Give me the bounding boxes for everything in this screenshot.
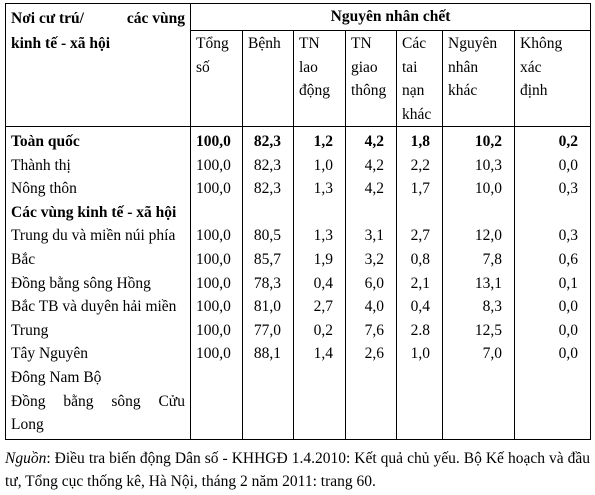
value-cell: 82,3: [253, 156, 281, 174]
value-cell: 0,4: [410, 298, 430, 316]
group-header: Nguyên nhân chết: [191, 4, 591, 31]
column-header-line: TN: [351, 35, 372, 52]
value-cell: 82,3: [253, 180, 281, 198]
column-header-line: khác: [402, 105, 432, 123]
value-cell: 7,8: [482, 250, 502, 268]
value-cell: 1,0: [410, 345, 430, 363]
source-label: Nguồn: [5, 450, 47, 467]
value-cell: 10,0: [474, 180, 502, 198]
row-label: Long: [11, 416, 44, 434]
value-cell: 0,0: [558, 156, 579, 174]
value-cell: 1,7: [410, 180, 430, 198]
column-header-line: Không: [520, 35, 563, 52]
value-cell: [402, 413, 430, 437]
source-text: : Điều tra biến động Dân số - KHHGĐ 1.4.2010: Kết quả chủ yếu. Bộ Kế hoạch và đầu tư, Tổng cục thống kê, Hà Nội, tháng 2 năm 2011: trang 60.: [5, 450, 590, 490]
value-cell: 78,3: [253, 274, 281, 292]
value-cell: 3,1: [364, 227, 384, 245]
row-label: Đồng bằng sông Hồng: [11, 274, 151, 292]
value-cell: 1,2: [313, 133, 333, 150]
value-cell: [299, 201, 333, 225]
row-label: Đồng bằng sông Cửu: [11, 392, 185, 410]
row-label: Thành thị: [11, 156, 71, 174]
value-cell: [351, 366, 384, 390]
value-cell: [196, 201, 230, 225]
value-cell: [299, 413, 333, 437]
value-cell: 13,1: [474, 274, 502, 292]
column-header: [515, 31, 591, 127]
value-cell: 0,2: [558, 133, 579, 150]
value-cell: 10,3: [474, 156, 502, 174]
value-cell: 12,0: [474, 227, 502, 245]
column-header: [443, 31, 515, 127]
column-header: [346, 31, 397, 127]
value-cell: 7,6: [364, 321, 384, 339]
col-tn-giao-thong: [346, 127, 397, 440]
value-cell: 100,0: [196, 156, 231, 174]
row-label: Đông Nam Bộ: [11, 368, 102, 386]
row-labels-cell: [6, 127, 191, 440]
column-header-line: khác: [448, 82, 478, 99]
value-cell: 0,6: [558, 250, 579, 268]
value-cell: [196, 390, 230, 414]
column-header-line: tai: [402, 58, 418, 76]
row-header-label-line2: kinh tế - xã hội: [11, 35, 111, 52]
value-cell: 85,7: [253, 250, 281, 268]
row-label-bold: Toàn quốc: [11, 133, 80, 150]
row-label-bold: Các vùng kinh tế - xã hội: [11, 203, 177, 221]
value-cell: 10,2: [474, 133, 502, 150]
row-label: Bắc TB và duyên hải miền: [11, 298, 177, 316]
column-header-line: Bệnh: [248, 35, 281, 52]
col-khong-xac-dinh: [515, 127, 591, 440]
value-cell: 12,5: [474, 321, 502, 339]
column-header-line: Nguyên: [448, 35, 498, 52]
value-cell: [299, 366, 333, 390]
column-header-line: định: [520, 82, 548, 99]
value-cell: 100,0: [196, 298, 231, 316]
value-cell: 6,0: [364, 274, 384, 292]
col-tong-so: [191, 127, 243, 440]
value-cell: [248, 366, 281, 390]
column-header: [243, 31, 294, 127]
value-cell: 4,0: [364, 298, 384, 316]
col-tn-lao-dong: [294, 127, 346, 440]
value-cell: 1,9: [313, 250, 333, 268]
value-cell: 0,4: [313, 274, 333, 292]
value-cell: [520, 201, 578, 225]
value-cell: 4,2: [364, 133, 384, 150]
mortality-cause-table: [5, 3, 590, 444]
value-cell: [351, 390, 384, 414]
row-header-cell: [6, 4, 191, 127]
row-label: Bắc: [11, 250, 36, 268]
value-cell: [248, 413, 281, 437]
row-header-label-part2: các vùng: [126, 10, 185, 27]
col-nguyen-nhan-khac: [443, 127, 515, 440]
value-cell: 80,5: [253, 227, 281, 245]
value-cell: [299, 390, 333, 414]
column-header: [294, 31, 346, 127]
row-label: Tây Nguyên: [11, 345, 89, 363]
value-cell: 0,0: [558, 298, 579, 316]
value-cell: 2,6: [364, 345, 384, 363]
data-table: [5, 3, 591, 440]
value-cell: 1,8: [410, 133, 430, 150]
column-header-line: thông: [351, 82, 387, 99]
value-cell: [448, 390, 502, 414]
value-cell: 0,0: [558, 345, 579, 363]
value-cell: 82,3: [253, 133, 281, 150]
value-cell: 8,3: [482, 298, 502, 316]
value-cell: [402, 390, 430, 414]
value-cell: 1,4: [313, 345, 333, 363]
value-cell: 100,0: [196, 274, 231, 292]
value-cell: 3,2: [364, 250, 384, 268]
column-header-line: động: [299, 82, 330, 99]
value-cell: 1,3: [313, 180, 333, 198]
value-cell: 100,0: [196, 133, 231, 150]
col-benh: [243, 127, 294, 440]
column-header: [397, 31, 443, 127]
value-cell: 2,7: [410, 227, 430, 245]
value-cell: 1,0: [313, 156, 333, 174]
column-header: [191, 31, 243, 127]
value-cell: 1,3: [313, 227, 333, 245]
column-header-line: nhân: [448, 58, 479, 76]
value-cell: [351, 413, 384, 437]
value-cell: [448, 201, 502, 225]
value-cell: [520, 413, 578, 437]
value-cell: [196, 366, 230, 390]
value-cell: 100,0: [196, 321, 231, 339]
value-cell: [448, 366, 502, 390]
value-cell: 100,0: [196, 227, 231, 245]
value-cell: 4,2: [364, 180, 384, 198]
value-cell: 2,2: [410, 156, 430, 174]
value-cell: 0,3: [558, 180, 579, 198]
column-header-line: giao: [351, 58, 378, 76]
value-cell: 77,0: [253, 321, 281, 339]
value-cell: [520, 366, 578, 390]
value-cell: 81,0: [253, 298, 281, 316]
value-cell: 4,2: [364, 156, 384, 174]
value-cell: 0,2: [313, 321, 333, 339]
value-cell: 0,0: [558, 321, 579, 339]
value-cell: 2,7: [313, 298, 333, 316]
column-header-line: xác: [520, 58, 542, 76]
value-cell: 7,0: [482, 345, 502, 363]
value-cell: [402, 201, 430, 225]
value-cell: 100,0: [196, 180, 231, 198]
column-header-line: lao: [299, 58, 318, 76]
value-cell: 88,1: [253, 345, 281, 363]
column-header-line: số: [196, 58, 210, 76]
value-cell: [520, 390, 578, 414]
value-cell: 0,1: [558, 274, 579, 292]
value-cell: [248, 201, 281, 225]
column-header-line: Tổng: [196, 35, 229, 52]
value-cell: 0,3: [558, 227, 579, 245]
value-cell: [196, 413, 230, 437]
value-cell: 100,0: [196, 345, 231, 363]
value-cell: 2,1: [410, 274, 430, 292]
value-cell: 0,8: [410, 250, 430, 268]
col-cac-tai-nan-khac: [397, 127, 443, 440]
column-header-line: TN: [299, 35, 320, 52]
value-cell: [448, 413, 502, 437]
value-cell: [402, 366, 430, 390]
row-header-label-part1: Nơi cư trú/: [11, 10, 84, 27]
row-label: Nông thôn: [11, 180, 77, 198]
value-cell: 100,0: [196, 250, 231, 268]
value-cell: [351, 201, 384, 225]
column-header-line: nạn: [402, 82, 425, 99]
source-note: [5, 447, 590, 493]
row-label: Trung du và miền núi phía: [11, 227, 176, 245]
value-cell: 2.8: [410, 321, 430, 339]
row-label: Trung: [11, 321, 49, 339]
value-cell: [248, 390, 281, 414]
column-header-line: Các: [402, 35, 427, 52]
